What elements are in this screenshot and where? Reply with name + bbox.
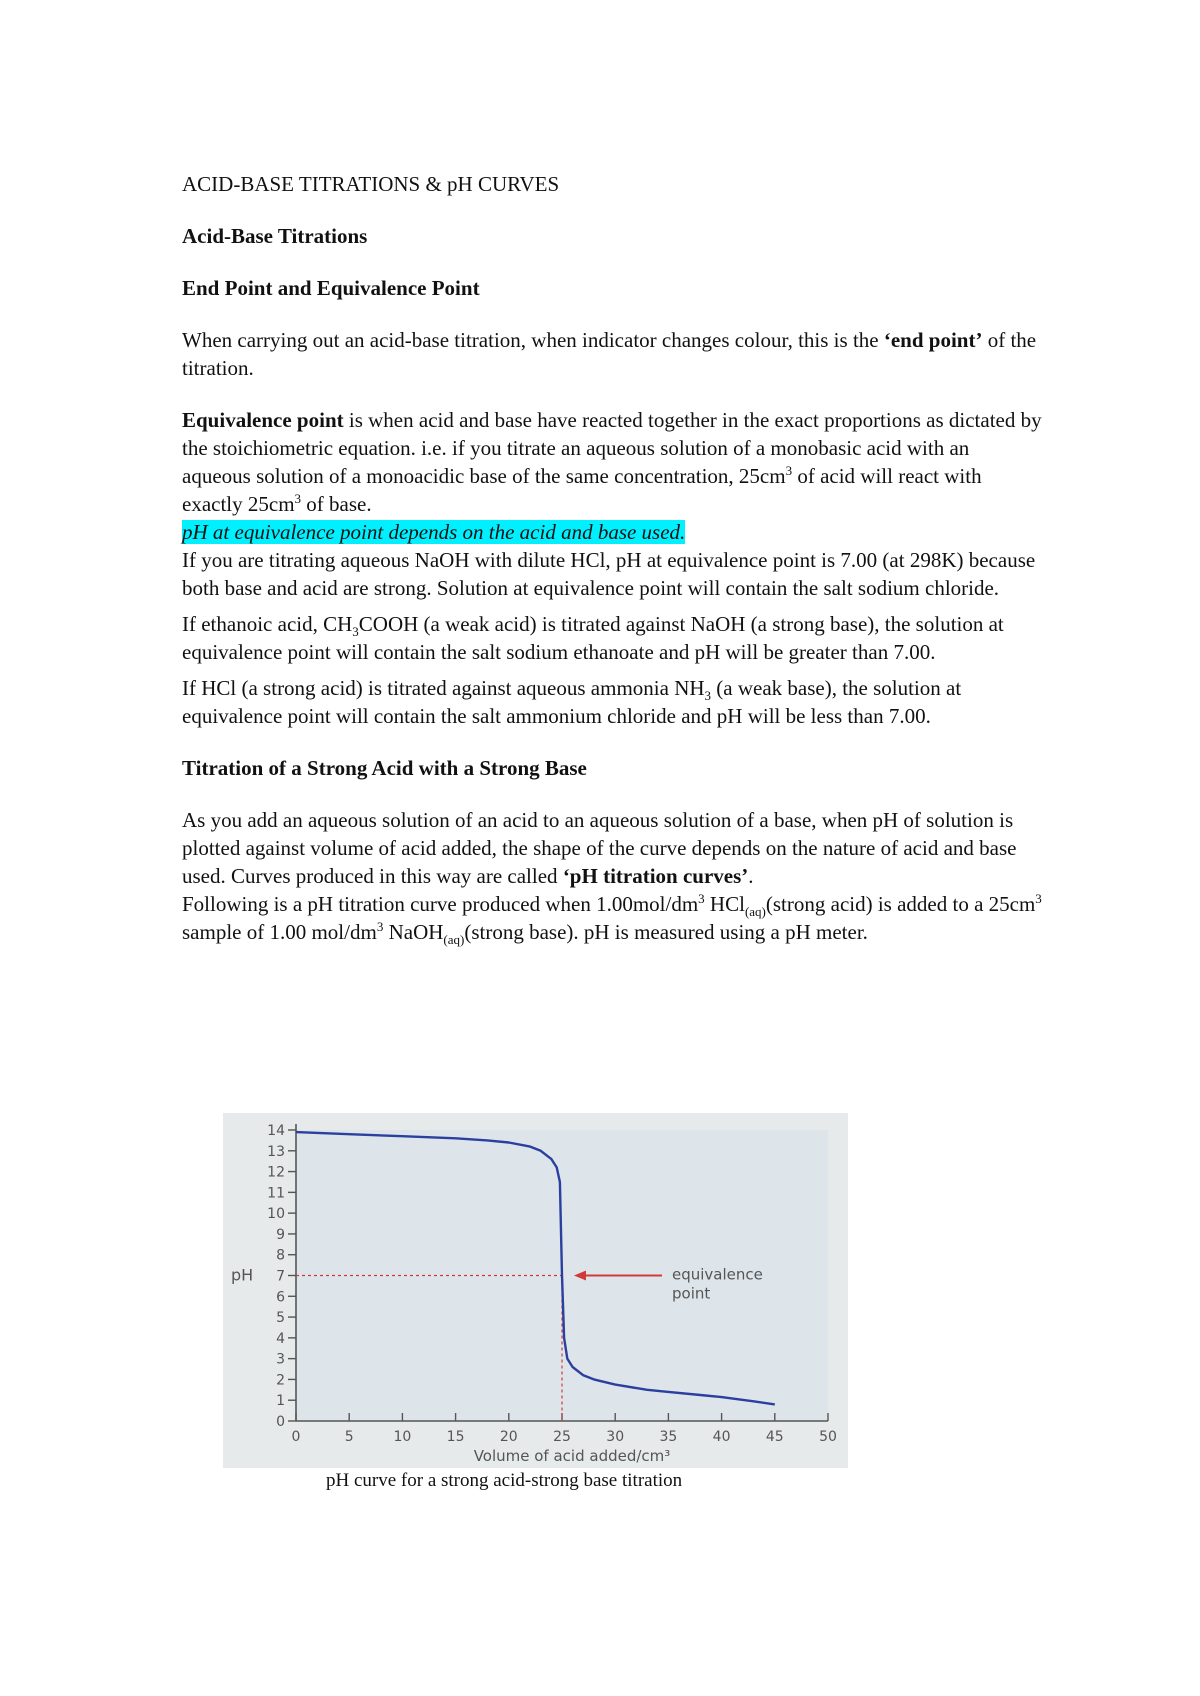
y-tick-label: 11 (267, 1185, 285, 1202)
paragraph-naoh-hcl: If you are titrating aqueous NaOH with dilute HCl, pH at equivalence point is 7.00 (at 298K) because both base and acid are strong. Solution at equivalence point will contain the salt sodium chloride. (182, 548, 1036, 600)
x-tick-label: 50 (819, 1429, 837, 1445)
term-end-point: ‘end point’ (883, 328, 983, 352)
text: (a weak base), the solution at equivalence point will contain the salt ammonium chloride and pH will be less than 7.00. (182, 676, 962, 728)
subscript: 3 (704, 688, 712, 704)
term-ph-titration-curves: ‘pH titration curves’ (562, 864, 749, 888)
figure-caption: pH curve for a strong acid-strong base titration (326, 1470, 683, 1491)
y-tick-label: 0 (276, 1414, 285, 1430)
highlight-line (182, 518, 1042, 546)
annotation-label: equivalence (672, 1265, 763, 1284)
paragraph-following (182, 890, 1042, 946)
y-tick-label: 3 (276, 1351, 285, 1368)
text: If ethanoic acid, CH (182, 612, 353, 636)
subheading-strong-strong: Titration of a Strong Acid with a Strong Base (182, 756, 587, 780)
page-title: ACID-BASE TITRATIONS & pH CURVES (182, 172, 560, 196)
paragraph-end-point (182, 326, 1042, 382)
y-tick-label: 4 (276, 1330, 285, 1347)
y-tick-label: 10 (267, 1206, 285, 1223)
paragraph-ammonia (182, 674, 1042, 730)
y-tick-label: 9 (276, 1226, 285, 1243)
subscript: 3 (352, 624, 359, 640)
text: COOH (a weak acid) is titrated against NaOH (a strong base), the solution at equivalence point will contain the salt sodium ethanoate and pH will be greater than 7.00. (182, 612, 1004, 664)
x-tick-label: 20 (499, 1429, 518, 1445)
y-tick-label: 14 (267, 1123, 285, 1139)
x-axis-label: Volume of acid added/cm³ (473, 1447, 671, 1465)
y-tick-label: 7 (276, 1268, 285, 1285)
y-tick-label: 13 (267, 1143, 285, 1160)
text: of base. (301, 492, 372, 516)
paragraph-equivalence (182, 406, 1042, 518)
x-tick-label: 30 (606, 1429, 625, 1445)
text: As you add an aqueous solution of an acid to an aqueous solution of a base, when pH of solution is plotted against volume of acid added, the shape of the curve depends on the nature of acid and base used. Curves produced in this way are called (182, 808, 1017, 888)
superscript: 3 (294, 491, 302, 506)
text: (strong base). pH is measured using a pH meter. (464, 920, 868, 944)
titration-chart (223, 1113, 848, 1468)
text: . (748, 864, 754, 888)
x-tick-label: 10 (393, 1429, 412, 1445)
text: HCl (704, 892, 745, 916)
y-tick-label: 1 (276, 1393, 285, 1410)
x-tick-label: 0 (291, 1429, 301, 1445)
superscript: 3 (785, 463, 793, 478)
y-tick-label: 8 (276, 1247, 285, 1264)
text: of the titration. (182, 328, 1037, 380)
y-tick-label: 12 (267, 1164, 285, 1181)
subscript: (aq) (744, 904, 766, 920)
superscript: 3 (1035, 891, 1042, 906)
text: is when acid and base have reacted together in the exact proportions as dictated by the stoichiometric equation. i.e. if you titrate an aqueous solution of a monobasic acid with an aqueous solution of a monoacidic base of the same concentration, 25cm (182, 408, 1042, 488)
superscript: 3 (698, 891, 705, 906)
y-tick-label: 2 (276, 1372, 285, 1389)
x-tick-label: 5 (344, 1429, 354, 1445)
text: sample of 1.00 mol/dm (182, 920, 377, 944)
superscript: 3 (376, 919, 384, 934)
text: If HCl (a strong acid) is titrated against aqueous ammonia NH (182, 676, 705, 700)
term-equivalence-point: Equivalence point (182, 408, 344, 432)
text: (strong acid) is added to a 25cm (765, 892, 1036, 916)
highlighted-text: pH at equivalence point depends on the acid and base used. (182, 520, 686, 544)
y-tick-label: 6 (276, 1289, 285, 1306)
annotation-label: point (672, 1284, 711, 1303)
subheading-end-point: End Point and Equivalence Point (182, 276, 480, 300)
x-tick-label: 15 (446, 1429, 465, 1445)
text: NaOH (383, 920, 444, 944)
x-tick-label: 25 (553, 1429, 571, 1445)
text: When carrying out an acid-base titration, when indicator changes colour, this is the (182, 328, 884, 352)
section-heading: Acid-Base Titrations (182, 224, 368, 248)
y-axis-label: pH (231, 1265, 254, 1285)
x-tick-label: 45 (765, 1429, 784, 1445)
titration-chart-svg (223, 1113, 848, 1468)
paragraph-ethanoic (182, 610, 1042, 666)
x-tick-label: 40 (712, 1429, 731, 1445)
text: of acid will react with exactly 25cm (182, 464, 982, 516)
y-tick-label: 5 (276, 1310, 285, 1327)
document-body (182, 170, 1042, 946)
paragraph-curves (182, 806, 1042, 890)
x-tick-label: 35 (659, 1429, 678, 1445)
text: Following is a pH titration curve produced when 1.00mol/dm (182, 892, 699, 916)
subscript: (aq) (443, 932, 465, 948)
